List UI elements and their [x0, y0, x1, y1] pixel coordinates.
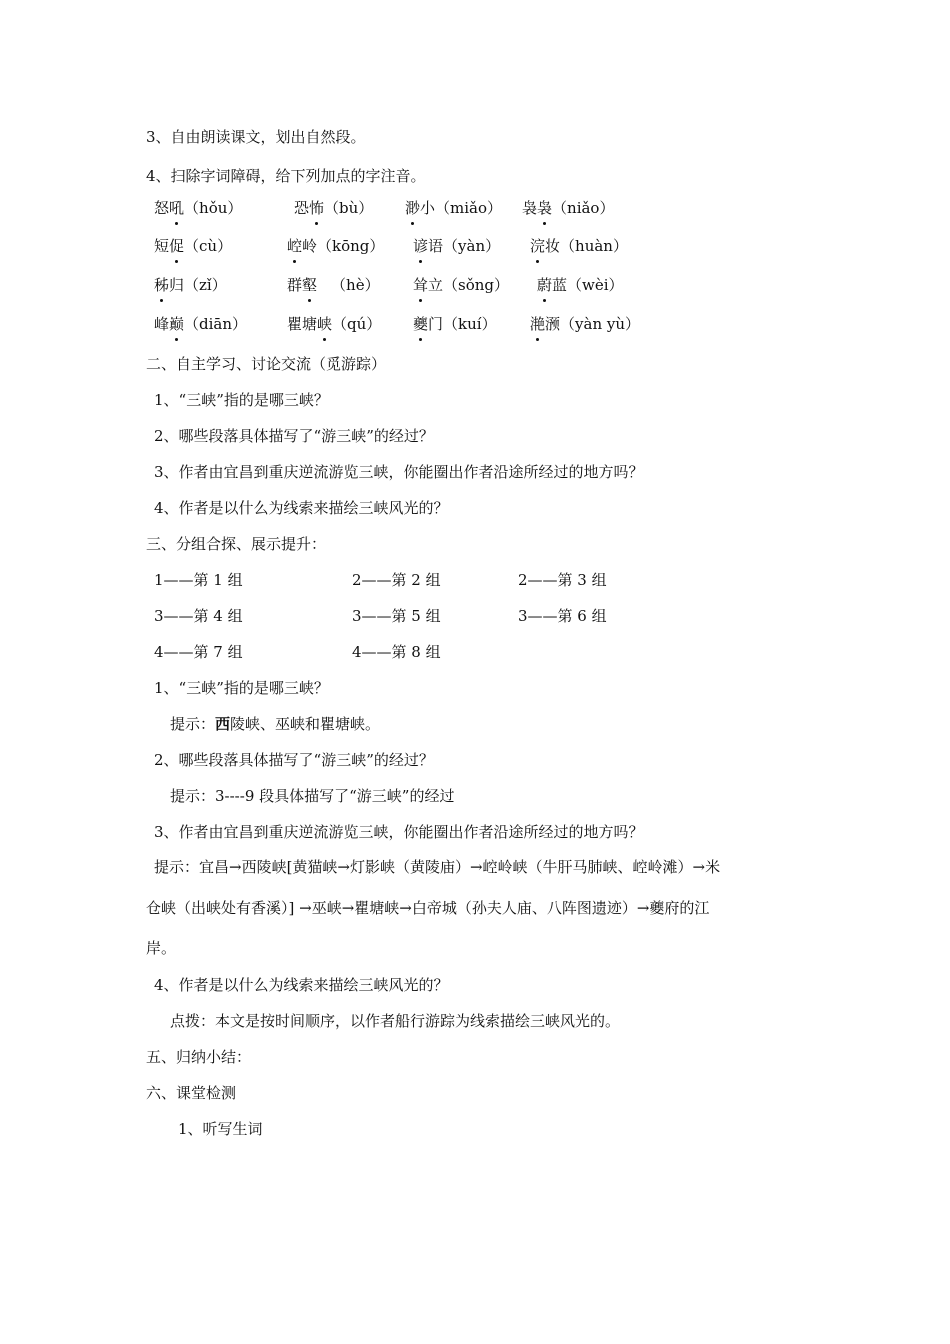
- vocab-item: 滟滪（yàn yù）: [530, 315, 641, 333]
- pinyin: （hǒu）: [184, 199, 243, 217]
- hint-3-line-2: 仓峡（出峡处有香溪）] →巫峡→瞿塘峡→白帝城（孙夫人庙、八阵图遗迹）→夔府的江: [146, 899, 710, 917]
- pinyin: （qú）: [332, 315, 382, 333]
- pinyin: （kuí）: [443, 315, 497, 333]
- group-cell: 3——第 4 组: [154, 607, 243, 625]
- pinyin: （niǎo）: [552, 199, 615, 217]
- vocab-item: 崆岭（kōng）: [287, 237, 385, 255]
- question-3: 3、作者由宜昌到重庆逆流游览三峡，你能圈出作者沿途所经过的地方吗？: [154, 463, 644, 481]
- group-cell: 2——第 3 组: [518, 571, 607, 589]
- pinyin: （sǒng）: [443, 276, 510, 294]
- dotted-char: 怖: [309, 199, 325, 217]
- vocab-item: 渺小（miǎo）: [405, 199, 503, 217]
- test-item-dictation: 1、听写生词: [178, 1120, 263, 1138]
- pinyin: （miǎo）: [435, 199, 503, 217]
- hint-1: 提示：西陵峡、巫峡和瞿塘峡。: [170, 715, 381, 733]
- hint-2: 提示：3----9 段具体描写了“游三峡”的经过: [170, 787, 455, 805]
- dotted-char: 壑: [302, 276, 318, 294]
- pinyin: （yàn yù）: [560, 315, 641, 333]
- dotted-char: 耸: [413, 276, 429, 294]
- dotted-char: 浣: [530, 237, 546, 255]
- question-2: 2、哪些段落具体描写了“游三峡”的经过？: [154, 427, 434, 445]
- section-heading-summary: 五、归纳小结：: [146, 1048, 252, 1066]
- instruction-pronunciation: 4、扫除字词障碍，给下列加点的字注音。: [146, 167, 426, 185]
- vocab-item: 怒吼（hǒu）: [154, 199, 243, 217]
- vocab-item: 群壑 （hè）: [287, 276, 380, 294]
- pinyin: （huàn）: [560, 237, 628, 255]
- dotted-char: 巅: [169, 315, 185, 333]
- pinyin: （hè）: [331, 276, 380, 294]
- dotted-char: 渺: [405, 199, 421, 217]
- pinyin: （cù）: [184, 237, 233, 255]
- pinyin: （zǐ）: [184, 276, 227, 294]
- pinyin: （bù）: [324, 199, 374, 217]
- dotted-char: 谚: [413, 237, 429, 255]
- group-cell: 1——第 1 组: [154, 571, 243, 589]
- dotted-char: 崆: [287, 237, 303, 255]
- vocab-item: 峰巅（diān）: [154, 315, 248, 333]
- pinyin: （yàn）: [443, 237, 501, 255]
- group-cell: 2——第 2 组: [352, 571, 441, 589]
- pinyin: （diān）: [184, 315, 248, 333]
- question-4: 4、作者是以什么为线索来描绘三峡风光的？: [154, 499, 449, 517]
- dotted-char: 秭: [154, 276, 170, 294]
- dotted-char: 袅: [537, 199, 553, 217]
- vocab-item: 秭归（zǐ）: [154, 276, 227, 294]
- vocab-item: 恐怖（bù）: [294, 199, 374, 217]
- group-cell: 3——第 6 组: [518, 607, 607, 625]
- dotted-char: 吼: [169, 199, 185, 217]
- instruction-read-aloud: 3、自由朗读课文，划出自然段。: [146, 128, 366, 146]
- hint-3-line-1: 提示：宜昌→西陵峡[黄猫峡→灯影峡（黄陵庙）→崆岭峡（牛肝马肺峡、崆岭滩）→米: [154, 858, 721, 876]
- group-cell: 4——第 8 组: [352, 643, 441, 661]
- dotted-char: 促: [169, 237, 185, 255]
- vocab-item: 谚语（yàn）: [413, 237, 501, 255]
- vocab-item: 袅袅（niǎo）: [522, 199, 615, 217]
- vocab-item: 夔门（kuí）: [413, 315, 497, 333]
- answer-question-2: 2、哪些段落具体描写了“游三峡”的经过？: [154, 751, 434, 769]
- dotted-char: 峡: [317, 315, 333, 333]
- dotted-char: 蔚: [537, 276, 553, 294]
- vocab-item: 耸立（sǒng）: [413, 276, 510, 294]
- question-1: 1、“三峡”指的是哪三峡？: [154, 391, 329, 409]
- dotted-char: 滟: [530, 315, 546, 333]
- group-cell: 3——第 5 组: [352, 607, 441, 625]
- dotted-char: 夔: [413, 315, 429, 333]
- section-heading-self-study: 二、自主学习、讨论交流（觅游踪）: [146, 355, 387, 373]
- pinyin: （kōng）: [317, 237, 385, 255]
- section-heading-test: 六、课堂检测: [146, 1084, 237, 1102]
- vocab-item: 蔚蓝（wèi）: [537, 276, 624, 294]
- group-cell: 4——第 7 组: [154, 643, 243, 661]
- hint-3-line-3: 岸。: [146, 939, 177, 957]
- vocab-item: 短促（cù）: [154, 237, 233, 255]
- hint-4: 点拨：本文是按时间顺序，以作者船行游踪为线索描绘三峡风光的。: [170, 1012, 621, 1030]
- answer-question-4: 4、作者是以什么为线索来描绘三峡风光的？: [154, 976, 449, 994]
- vocab-item: 浣妆（huàn）: [530, 237, 628, 255]
- section-heading-group: 三、分组合探、展示提升：: [146, 535, 327, 553]
- answer-question-1: 1、“三峡”指的是哪三峡？: [154, 679, 329, 697]
- answer-question-3: 3、作者由宜昌到重庆逆流游览三峡，你能圈出作者沿途所经过的地方吗？: [154, 823, 644, 841]
- pinyin: （wèi）: [567, 276, 624, 294]
- vocab-item: 瞿塘峡（qú）: [287, 315, 382, 333]
